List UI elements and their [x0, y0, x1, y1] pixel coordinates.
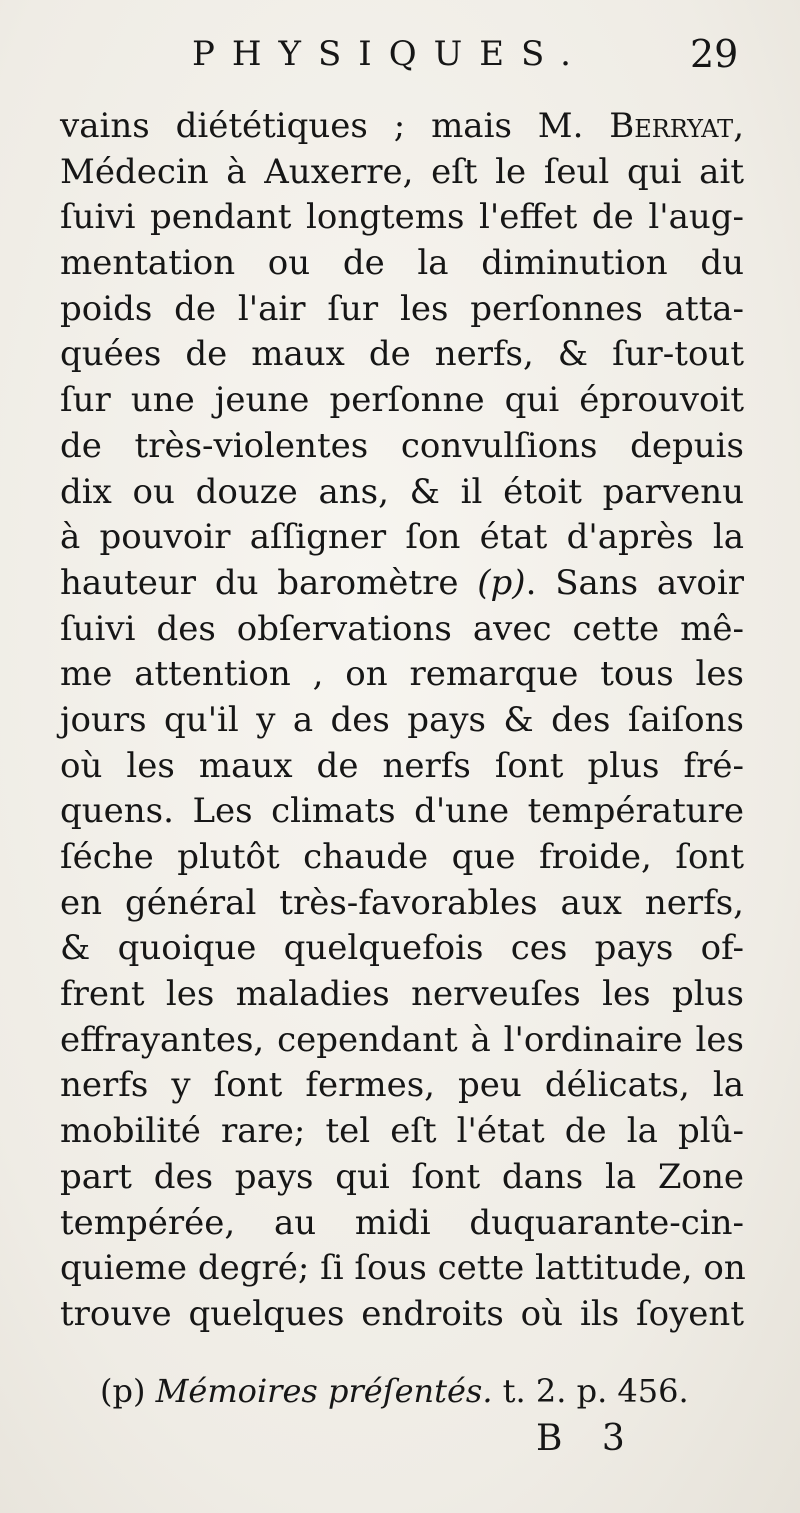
text-line: & quoique quelquefois ces pays of-	[60, 928, 744, 969]
text-line: mobilité rare; tel eſt l'état de la plû-	[60, 1111, 744, 1152]
author-name: Berryat	[609, 106, 734, 146]
text-line: tempérée, au midi duquarante-cin-	[60, 1202, 744, 1243]
running-head-title: PHYSIQUES.	[192, 34, 588, 74]
footnote	[100, 1372, 689, 1410]
text-line: à pouvoir aſſigner ſon état d'après la	[60, 517, 744, 558]
text-line: ſuivi des obſervations avec cette mê-	[60, 608, 744, 649]
text-line: quens. Les climats d'une température	[60, 791, 744, 832]
text-line: Médecin à Auxerre, eſt le ſeul qui ait	[60, 151, 744, 192]
running-head	[0, 28, 800, 88]
footnote-title: Mémoires préſentés.	[155, 1372, 493, 1410]
text-line: mentation ou de la diminution du	[60, 243, 744, 284]
text-line: jours qu'il y a des pays & des ſaiſons	[60, 699, 744, 740]
text-line: part des pays qui ſont dans la Zone	[60, 1156, 744, 1197]
text-line: hauteur du baromètre (p). Sans avoir	[60, 562, 745, 603]
text-line: nerfs y ſont fermes, peu délicats, la	[60, 1065, 744, 1106]
footnote-marker: (p)	[100, 1372, 146, 1410]
text-line: frent les maladies nerveuſes les plus	[60, 974, 744, 1015]
signature-mark: B 3	[536, 1418, 639, 1459]
text-line: poids de l'air ſur les perſonnes atta-	[60, 288, 744, 329]
text-line: effrayantes, cependant à l'ordinaire les	[60, 1019, 744, 1060]
text-line: ſur une jeune perſonne qui éprouvoit	[60, 380, 744, 421]
text-line: ſuivi pendant longtems l'effet de l'aug-	[60, 197, 744, 238]
text-line: trouve quelques endroits où ils ſoyent	[60, 1293, 744, 1334]
text-line: quées de maux de nerfs, & ſur-tout	[60, 334, 744, 375]
text-line: vains diététiques ; mais M. Berryat,	[60, 106, 744, 146]
text-line: ſéche plutôt chaude que froide, ſont	[60, 837, 744, 877]
footnote-marker: (p)	[477, 562, 526, 603]
text-line: en général très-favorables aux nerfs,	[60, 882, 744, 923]
text-line: où les maux de nerfs ſont plus fré-	[60, 745, 744, 786]
body-text	[60, 104, 744, 1338]
footnote-reference: t. 2. p. 456.	[502, 1372, 689, 1410]
page-number: 29	[690, 32, 739, 76]
text-line: me attention , on remarque tous les	[60, 654, 744, 695]
text-line: de très-violentes convulſions depuis	[60, 425, 744, 466]
text-line: dix ou douze ans, & il étoit parvenu	[60, 471, 744, 512]
text-line: quieme degré; ſi ſous cette lattitude, on	[60, 1248, 746, 1289]
